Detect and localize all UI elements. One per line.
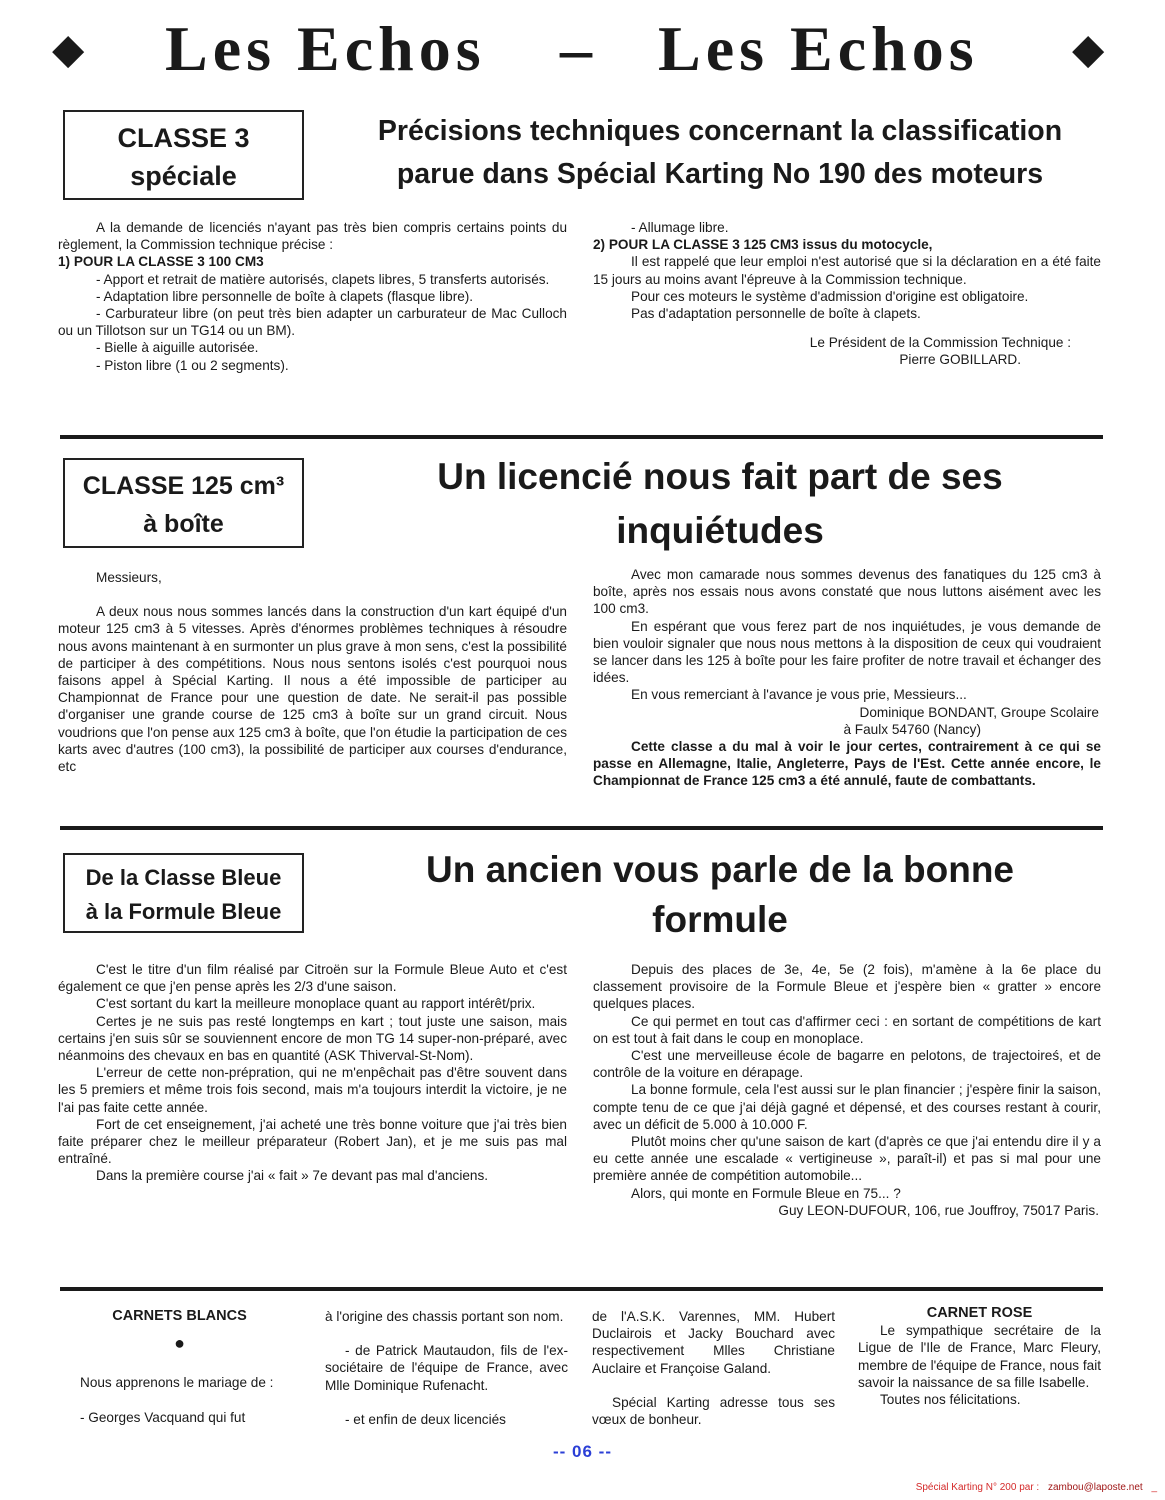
section3-label-box <box>63 853 304 933</box>
section2-headline <box>320 450 1120 558</box>
section2-headline-line2: inquiétudes <box>616 510 824 551</box>
section1-left-p0: A la demande de licenciés n'ayant pas très bien compris certains points du règlement, la Commission technique précise : <box>58 220 567 253</box>
section3-left-p1: C'est sortant du kart la meilleure monoplace quant au rapport intérêt/prix. <box>96 996 536 1012</box>
section2-box-line1: CLASSE 125 cm³ <box>82 472 285 500</box>
credit-suffix: _ <box>1151 1482 1157 1493</box>
credit-line <box>916 1482 1157 1493</box>
section3-left-p4: Fort de cet enseignement, j'ai acheté une très bonne voiture que j'ai très bien faite préparer chez le meilleur préparateur (Robert Jan), et je me suis pas mal entraîné. <box>58 1116 567 1167</box>
diamond-icon-left: ◆ <box>52 27 90 73</box>
carnets-col3 <box>592 1308 835 1428</box>
section2-headline-line1: Un licencié nous fait part de ses <box>437 456 1003 497</box>
section3-left-p0: C'est le titre d'un film réalisé par Citroën sur la Formule Bleue Auto et c'est également ce que j'en pense après les 2/3 d'une saison. <box>58 962 567 995</box>
divider-1 <box>60 435 1103 439</box>
section3-box-line2: à la Formule Bleue <box>85 899 282 924</box>
page-number: -- 06 -- <box>553 1442 612 1461</box>
masthead-title-left: Les Echos <box>165 13 486 84</box>
carnets-col1-p1: Nous apprenons le mariage de : <box>80 1375 274 1391</box>
section2-left-p1: A deux nous nous sommes lancés dans la construction d'un kart équipé d'un moteur 125 cm3 à 5 vitesses. Après d'énormes problèmes techniques à résoudre nous avons maintenant à en surmonter un plus grave à mon sens, c'est la possibilité de participer à des compétitions. Nous nous sentons isolés c'est pourquoi nous faisons appel à Spécial Karting. Il nous a été impossible de participer au Championnat de France pour une question de date. Ne serait-il pas possible d'organiser une grande course de 125 cm3 à boîte sur un grand circuit. Nous voudrions que l'on pense aux 125 cm3 à boîte, que l'on étudie la participation de ces karts avec d'autres (100 cm3), la possibilité de participer aux courses d'endurance, etc <box>58 604 567 775</box>
divider-2 <box>60 826 1103 830</box>
section3-right-p1: Ce qui permet en tout cas d'affirmer ceci : en sortant de compétitions de kart on est tout à fait dans le coup en monoplace. <box>593 1013 1101 1046</box>
section2-signature-line1: Dominique BONDANT, Groupe Scolaire <box>859 704 1099 720</box>
section3-right-p3: La bonne formule, cela l'est aussi sur le plan financier ; j'espère finir la saison, compte tenu de ce que j'ai déjà gagné et dépensé, et des courses restant à courir, avec un déficit de 5.000 à 10.000 F. <box>593 1082 1101 1132</box>
section3-right-p0: Depuis des places de 3e, 4e, 5e (2 fois), m'amène à la 6e place du classement provisoire de la Formule Bleue et j'espère bien « gratter » encore quelques places. <box>593 962 1101 1012</box>
section3-headline <box>320 845 1120 945</box>
section1-left-p6: - Piston libre (1 ou 2 segments). <box>96 357 289 373</box>
divider-3 <box>60 1287 1103 1291</box>
section3-box-line1: De la Classe Bleue <box>85 865 282 890</box>
carnets-blancs-title: CARNETS BLANCS <box>112 1308 247 1324</box>
section2-box-line2: à boîte <box>143 510 224 538</box>
section1-box-line1: CLASSE 3 <box>117 123 250 153</box>
section1-right-p3: Pour ces moteurs le système d'admission d'origine est obligatoire. <box>631 288 1029 304</box>
section2-left-p0: Messieurs, <box>96 570 162 585</box>
section2-left-column <box>58 569 567 775</box>
carnets-col4-p1: Le sympathique secrétaire de la Ligue de l'Ile de France, Marc Fleury, membre de l'équipe de France, nous fait savoir la naissance de sa fille Isabelle. <box>858 1323 1101 1390</box>
section1-right-p4: Pas d'adaptation personnelle de boîte à clapets. <box>631 306 921 322</box>
carnets-col1-p2: - Georges Vacquand qui fut <box>80 1409 246 1425</box>
section2-right-p1: En espérant que vous ferez part de nos inquiétudes, je vous demande de bien vouloir signaler que nous nous mettons à la disposition de ceux qui voudraient se lancer dans les 125 à boîte pour les faire profiter de notre travail et échanger des idées. <box>593 618 1101 686</box>
section3-headline-line1: Un ancien vous parle de la bonne <box>425 849 1015 890</box>
carnets-col3-p1: de l'A.S.K. Varennes, MM. Hubert Duclairois et Jacky Bouchard avec respectivement Mlles Christiane Auclaire et Françoise Galand. <box>592 1309 835 1376</box>
section2-right-column <box>593 566 1101 790</box>
carnets-col1 <box>58 1308 301 1426</box>
section1-left-p5: - Bielle à aiguille autorisée. <box>96 340 259 356</box>
section1-headline-line1: Précisions techniques concernant la classification <box>377 115 1063 147</box>
section1-right-column <box>593 219 1101 369</box>
diamond-icon-right: ◆ <box>1072 27 1110 73</box>
carnets-col4-p2: Toutes nos félicitations. <box>880 1392 1021 1408</box>
section2-right-p2: En vous remerciant à l'avance je vous prie, Messieurs... <box>631 687 967 703</box>
credit-email[interactable]: zambou@laposte.net <box>1048 1482 1143 1493</box>
section3-left-p2: Certes je ne suis pas resté longtemps en kart ; tout juste une saison, mais certains j'en suis sûr se souviennent encore de mon TG 14 super-non-préparé, avec néanmoins des chevaux en bas en quantité (ASK Thiverval-St-Nom). <box>58 1013 567 1064</box>
carnets-col2-p2: - de Patrick Mautaudon, fils de l'ex-sociétaire de l'équipe de France, avec Mlle Dominique Rufenacht. <box>325 1343 568 1393</box>
section1-right-p0: - Allumage libre. <box>631 220 729 235</box>
carnets-col4 <box>858 1305 1101 1408</box>
section3-left-column <box>58 961 567 1185</box>
section3-right-p5: Alors, qui monte en Formule Bleue en 75... ? <box>631 1185 901 1201</box>
section2-signature-line2: à Faulx 54760 (Nancy) <box>843 721 981 737</box>
credit-prefix: Spécial Karting N° 200 par : <box>915 1482 1040 1493</box>
section1-right-p1: 2) POUR LA CLASSE 3 125 CM3 issus du motocycle, <box>593 237 933 253</box>
section1-label-box <box>63 110 304 200</box>
carnets-col2-p3: - et enfin de deux licenciés <box>345 1411 506 1427</box>
section3-right-column <box>593 961 1101 1219</box>
carnet-rose-title: CARNET ROSE <box>926 1305 1033 1321</box>
section1-left-p3: - Adaptation libre personnelle de boîte à clapets (flasque libre). <box>96 288 474 304</box>
section1-headline <box>325 110 1115 196</box>
section3-right-p2: C'est une merveilleuse école de bagarre en pelotons, de trajectoireś, et de contrôle de la voiture en dérapage. <box>593 1048 1101 1081</box>
section3-left-p3: L'erreur de cette non-prépration, qui ne m'enpêchait pas d'être souvent dans les 5 premiers et même trois fois second, mais m'a toujours interdit la victoire, je ne l'ai pas faite cette année. <box>58 1065 567 1115</box>
section1-signature-line1: Le Président de la Commission Technique : <box>809 335 1071 351</box>
carnets-col2 <box>325 1308 568 1428</box>
bullet-icon: ● <box>174 1333 185 1354</box>
section3-left-p5: Dans la première course j'ai « fait » 7e devant pas mal d'anciens. <box>96 1168 489 1184</box>
section2-label-box <box>63 458 304 548</box>
section2-right-p0: Avec mon camarade nous sommes devenus des fanatiques du 125 cm3 à boîte, après nos essais nous avons constaté que nous luttons aisément avec les 100 cm3. <box>593 567 1101 617</box>
section3-headline-line2: formule <box>652 899 788 940</box>
section1-left-p1: 1) POUR LA CLASSE 3 100 CM3 <box>58 254 264 270</box>
section1-signature-line2: Pierre GOBILLARD. <box>899 352 1021 368</box>
carnets-col3-p2: Spécial Karting adresse tous ses vœux de bonheur. <box>592 1394 835 1428</box>
section1-left-column <box>58 219 567 374</box>
section1-box-line2: spéciale <box>130 161 237 191</box>
carnets-col2-p1: à l'origine des chassis portant son nom. <box>325 1309 564 1324</box>
section2-editor-note: Cette classe a du mal à voir le jour certes, contrairement à ce qui se passe en Allemagne, Italie, Angleterre, Pays de l'Est. Cette année encore, le Championnat de France 125 cm3 a été annulé, faute de combattants. <box>593 739 1101 789</box>
section3-signature: Guy LEON-DUFOUR, 106, rue Jouffroy, 75017 Paris. <box>778 1202 1099 1218</box>
masthead-title-right: Les Echos <box>658 13 979 84</box>
section1-headline-line2: parue dans Spécial Karting No 190 des moteurs <box>396 158 1044 190</box>
masthead-dash: – <box>560 13 597 84</box>
section1-left-p4: - Carburateur libre (on peut très bien adapter un carburateur de Mac Culloch ou un Tillotson sur un TG14 ou un BM). <box>58 306 567 339</box>
masthead <box>0 12 1165 102</box>
section1-left-p2: - Apport et retrait de matière autorisés, clapets libres, 5 transferts autorisés. <box>96 271 550 287</box>
section1-right-p2: Il est rappelé que leur emploi n'est autorisé que si la déclaration en a été faite 15 jours au moins avant l'épreuve à la Commission technique. <box>593 254 1101 287</box>
section3-right-p4: Plutôt moins cher qu'une saison de kart (d'après ce que j'ai entendu dire il y a eu cette année une escalade « vertigineuse », paraît-il) et pas si mal pour une première année de compétition automobile... <box>593 1134 1101 1184</box>
